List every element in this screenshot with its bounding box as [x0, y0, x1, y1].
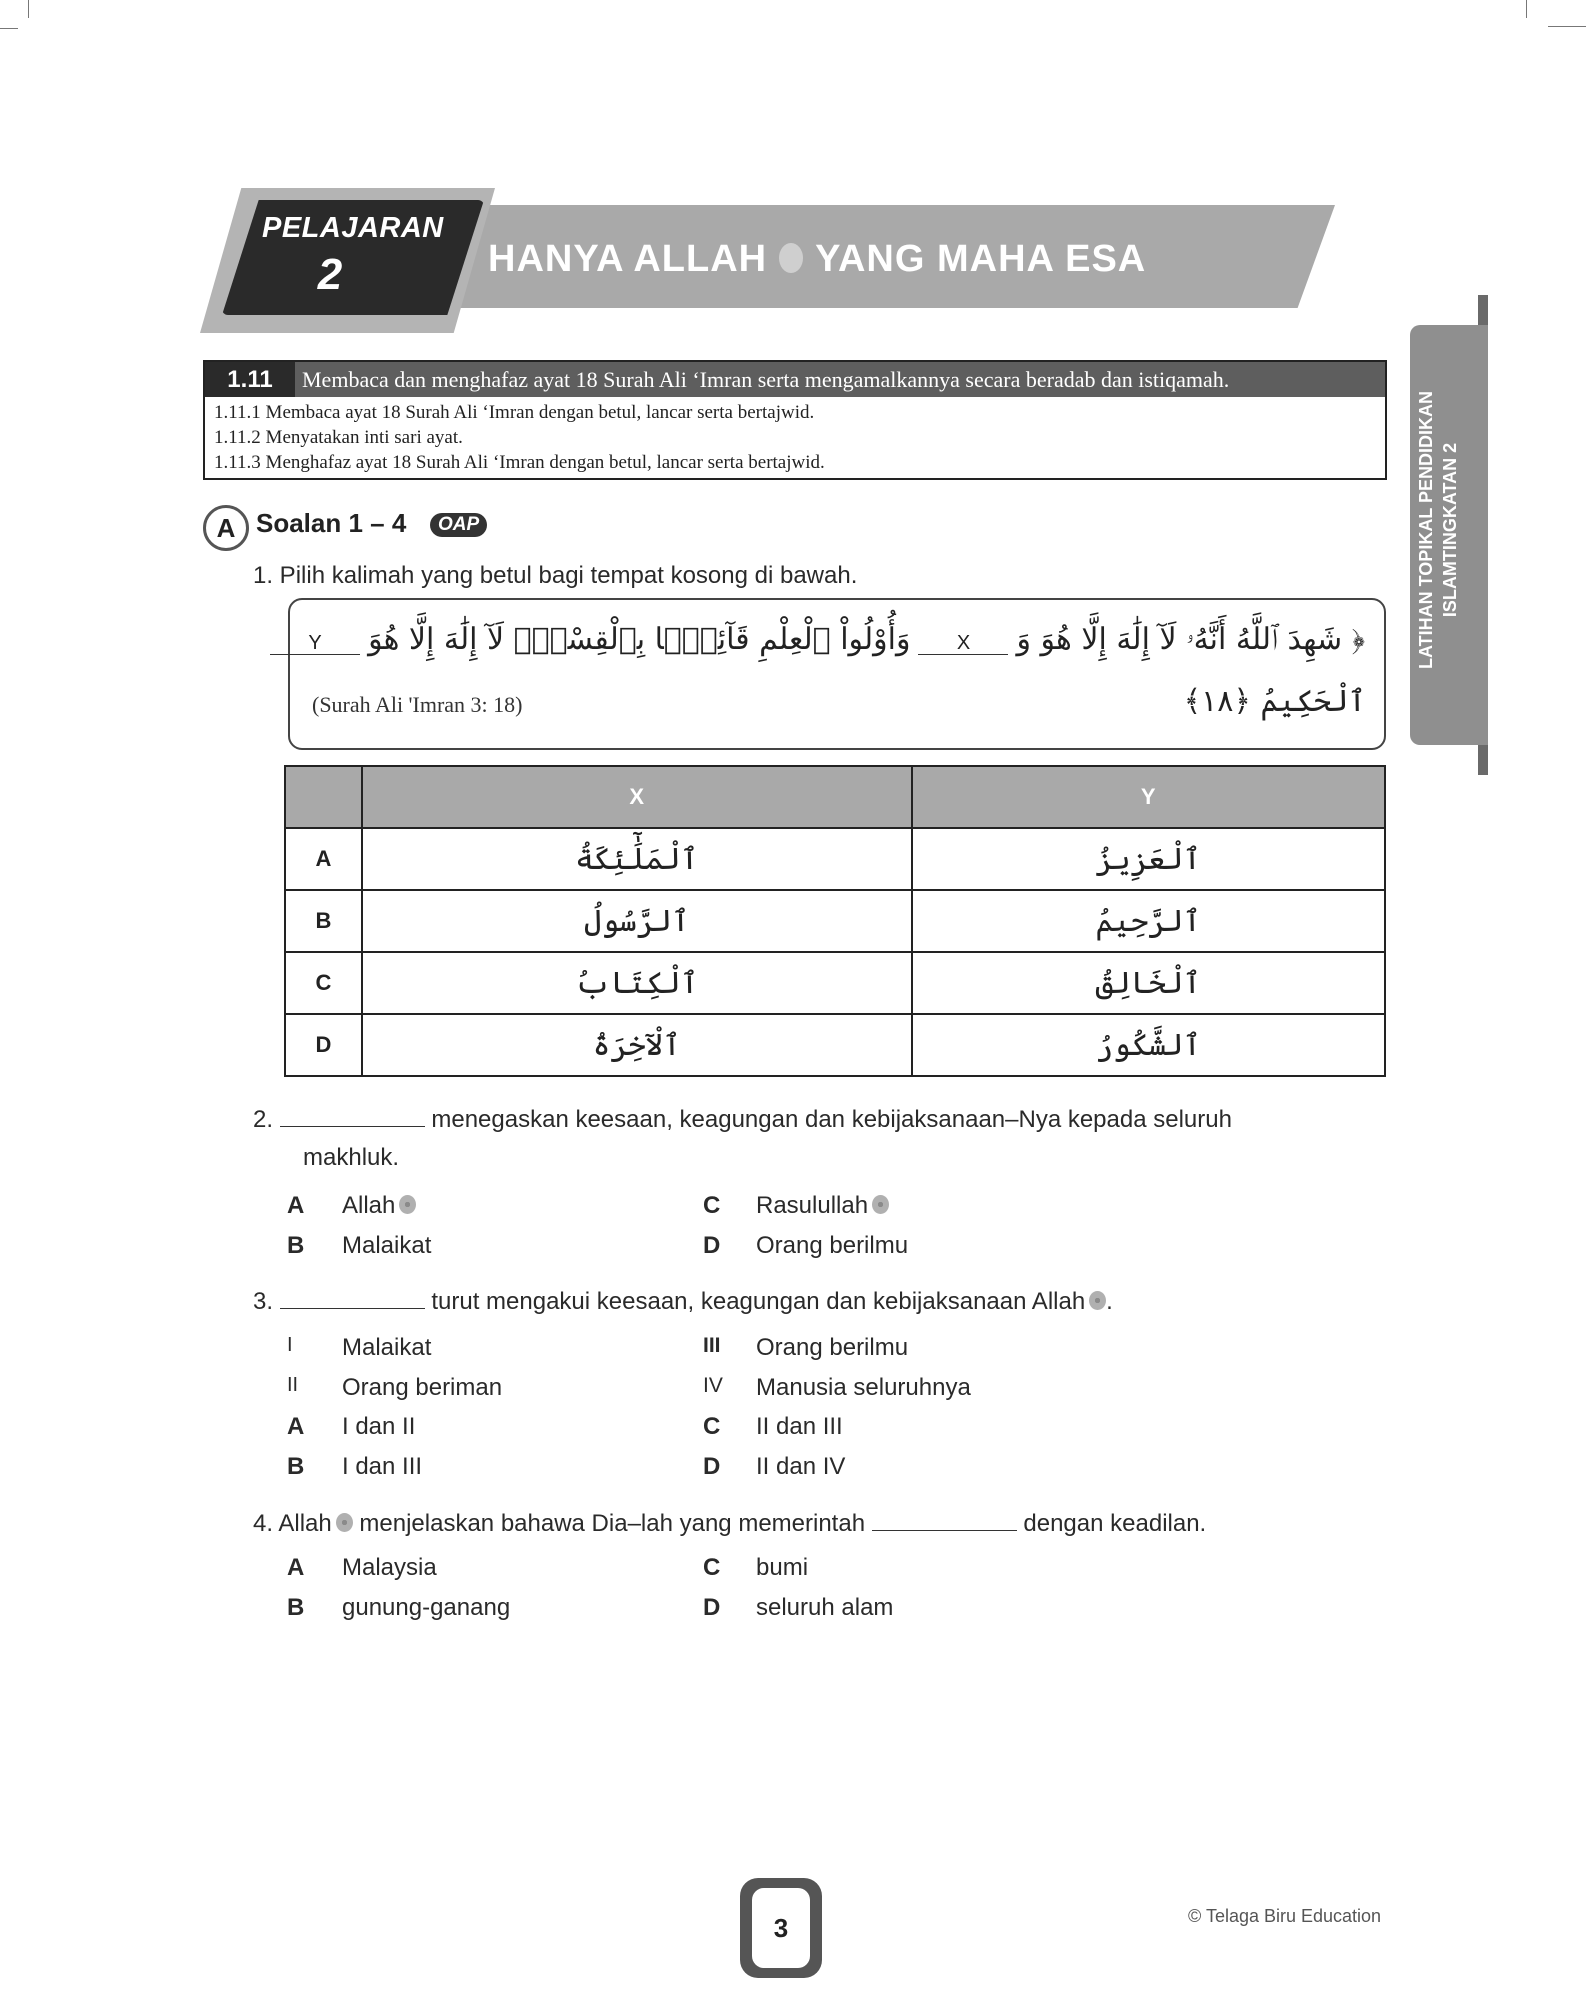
question-1-text: 1. Pilih kalimah yang betul bagi tempat kosong di bawah.	[253, 562, 858, 589]
cell-x: ٱلْكِتَابُ	[362, 952, 912, 1014]
question-2-body: menegaskan keesaan, keagungan dan kebijaksanaan–Nya kepada seluruh	[431, 1106, 1232, 1133]
cell-y: ٱلْخَالِقُ	[912, 952, 1386, 1014]
option-label: D	[703, 1453, 721, 1480]
cell-y: ٱلرَّحِيمُ	[912, 890, 1386, 952]
statement-label: IV	[703, 1374, 723, 1397]
question-4-number: 4.	[253, 1510, 274, 1537]
question-3-body: turut mengakui keesaan, keagungan dan kebijaksanaan Allah	[431, 1288, 1086, 1315]
swt-icon	[336, 1513, 353, 1532]
answer-blank	[280, 1104, 425, 1127]
side-tab-line2: ISLAMTINGKATAN 2	[1440, 442, 1460, 618]
option-text: Malaysia	[342, 1554, 437, 1581]
verse-part1: ﴿ شَهِدَ ٱللَّهُ أَنَّهُۥ لَآ إِلَٰهَ إِلَّا هُوَ وَ	[1016, 622, 1365, 657]
option-text-value: Rasulullah	[756, 1192, 869, 1219]
swt-icon	[779, 243, 803, 273]
option-label: A	[287, 1413, 305, 1440]
objective-item: 1.11.1 Membaca ayat 18 Surah Ali ‘Imran dengan betul, lancar serta bertajwid.	[214, 402, 815, 423]
lesson-word: PELAJARAN	[262, 212, 444, 244]
table-row	[285, 952, 1385, 1014]
blank-y: Y	[270, 632, 360, 655]
option-text: seluruh alam	[756, 1594, 894, 1621]
oap-tag: OAP	[430, 513, 487, 537]
verse-line-1	[290, 622, 1365, 657]
option-text: bumi	[756, 1554, 809, 1581]
row-label: D	[285, 1014, 362, 1076]
objective-item: 1.11.3 Menghafaz ayat 18 Surah Ali ‘Imran dengan betul, lancar serta bertajwid.	[214, 452, 825, 473]
question-4-part-c: dengan keadilan.	[1023, 1510, 1207, 1537]
option-label: D	[703, 1594, 721, 1621]
title-part2: YANG MAHA ESA	[815, 238, 1147, 280]
section-title: Soalan 1 – 4	[256, 508, 407, 538]
answer-table	[284, 765, 1386, 1077]
crop-mark	[1548, 26, 1586, 27]
cell-x: ٱلْآخِرَةُ	[362, 1014, 912, 1076]
statement-label: III	[703, 1334, 721, 1357]
lesson-number: 2	[317, 250, 343, 299]
option-label: D	[703, 1232, 721, 1259]
option-label: A	[287, 1192, 305, 1219]
option-label: C	[703, 1554, 721, 1581]
answer-blank	[872, 1508, 1017, 1531]
section-badge: A	[203, 505, 249, 551]
statement-label: I	[287, 1334, 293, 1356]
cell-x: ٱلْمَلَٰٓئِكَةُ	[362, 828, 912, 890]
question-4-text	[253, 1508, 1206, 1538]
option-label: C	[703, 1413, 721, 1440]
row-label: B	[285, 890, 362, 952]
cell-x: ٱلرَّسُولُ	[362, 890, 912, 952]
crop-mark	[0, 28, 18, 29]
option-text	[756, 1192, 889, 1220]
page-title	[488, 238, 1146, 281]
crop-mark	[1526, 0, 1527, 18]
option-text: Malaikat	[342, 1232, 432, 1259]
question-3-end: .	[1106, 1288, 1113, 1315]
side-tab-line1: LATIHAN TOPIKAL PENDIDIKAN	[1416, 391, 1436, 670]
verse-box	[288, 598, 1386, 750]
option-label: C	[703, 1192, 721, 1219]
row-label: C	[285, 952, 362, 1014]
verse-line-2: ٱلْحَكِيمُ ﴿١٨﴾	[1183, 684, 1366, 719]
question-2-text	[253, 1104, 1232, 1134]
option-label: B	[287, 1232, 305, 1259]
option-text: I dan II	[342, 1413, 416, 1440]
statement-label: II	[287, 1374, 299, 1396]
blank-x: X	[918, 632, 1008, 655]
question-3-text	[253, 1286, 1113, 1316]
table-row	[285, 890, 1385, 952]
option-label: A	[287, 1554, 305, 1581]
column-y-header: Y	[912, 766, 1386, 828]
title-part1: HANYA ALLAH	[488, 238, 768, 280]
table-row	[285, 828, 1385, 890]
verse-part2: وَأُوْلُواْ ٱلْعِلْمِ قَآئِمَۢا بِٱلْقِسْطِۚ لَآ إِلَٰهَ إِلَّا هُوَ	[368, 622, 911, 657]
question-2-text-cont: makhluk.	[303, 1144, 400, 1171]
statement-text: Orang beriman	[342, 1374, 503, 1401]
saw-icon	[872, 1195, 889, 1214]
table-corner	[285, 766, 362, 828]
question-4-part-a: Allah	[278, 1510, 332, 1537]
answer-blank	[280, 1286, 425, 1309]
statement-text: Malaikat	[342, 1334, 432, 1361]
column-x-header: X	[362, 766, 912, 828]
table-row	[285, 1014, 1385, 1076]
verse-reference: (Surah Ali 'Imran 3: 18)	[312, 692, 523, 717]
option-label: B	[287, 1594, 305, 1621]
cell-y: ٱلْعَزِيزُ	[912, 828, 1386, 890]
option-text	[342, 1192, 416, 1220]
question-3-number: 3.	[253, 1288, 274, 1315]
objective-code: 1.11	[205, 362, 295, 397]
statement-text: Orang berilmu	[756, 1334, 909, 1361]
cell-y: ٱلشَّكُورُ	[912, 1014, 1386, 1076]
learning-objectives	[203, 360, 1387, 480]
swt-icon	[1089, 1291, 1106, 1310]
objective-main: Membaca dan menghafaz ayat 18 Surah Ali ‘Imran serta mengamalkannya secara beradab dan istiqamah.	[302, 367, 1230, 392]
crop-mark	[28, 0, 29, 18]
side-tab-text	[1414, 325, 1462, 735]
objective-item: 1.11.2 Menyatakan inti sari ayat.	[214, 427, 463, 448]
page-number: 3	[752, 1888, 810, 1968]
question-2-number: 2.	[253, 1106, 274, 1133]
option-text: I dan III	[342, 1453, 423, 1480]
option-text: II dan III	[756, 1413, 843, 1440]
row-label: A	[285, 828, 362, 890]
option-text: II dan IV	[756, 1453, 846, 1480]
objective-header	[205, 362, 1385, 397]
swt-icon	[399, 1195, 416, 1214]
statement-text: Manusia seluruhnya	[756, 1374, 971, 1401]
option-label: B	[287, 1453, 305, 1480]
question-4-part-b: menjelaskan bahawa Dia–lah yang memerintah	[359, 1510, 866, 1537]
option-text: Orang berilmu	[756, 1232, 909, 1259]
copyright: © Telaga Biru Education	[1188, 1906, 1382, 1926]
option-text-value: Allah	[342, 1192, 396, 1219]
table-header-row	[285, 766, 1385, 828]
option-text: gunung-ganang	[342, 1594, 511, 1621]
